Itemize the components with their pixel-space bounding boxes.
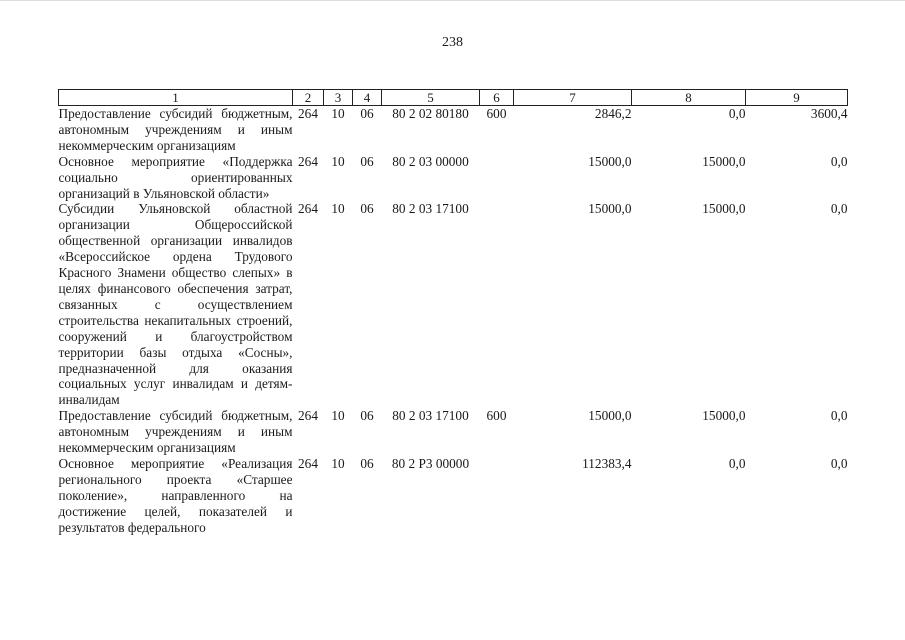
cell-amount-col7: 15000,0 [588,153,632,169]
header-col-1: 1 [59,90,293,106]
cell-subsection: 06 [360,106,374,121]
cell-amount-col9: 0,0 [830,455,848,471]
cell-target-article: 80 2 P3 00000 [391,455,470,471]
row-description: Субсидии Ульяновской областной организации Общероссийской общественной организации инвалидов «Всероссийское ордена Трудового Красного Знамени общество слепых» в целях финансового обеспечения затрат, связанных с осуществлением строительства некапитальных строений, сооружений и благоустройством территории базы отдыха «Сосны», предназначенной для оказания социальных услуг инвалидам и детям-инвалидам [58,201,293,408]
cell-target-article: 80 2 03 17100 [392,201,469,217]
cell-section: 10 [331,201,345,217]
header-col-8: 8 [632,90,746,106]
table-row [59,408,848,456]
scan-edge [0,0,905,1]
header-col-4: 4 [353,90,382,106]
cell-expense-type [480,201,514,408]
cell-amount-col7: 15000,0 [588,201,632,217]
row-description: Основное мероприятие «Реализация регионального проекта «Старшее поколение», направленного на достижение целей, показателей и результатов федерального [58,455,293,535]
header-col-3: 3 [324,90,353,106]
cell-section: 10 [331,455,345,471]
page-number: 238 [442,35,463,50]
cell-amount-col8: 15000,0 [702,408,746,424]
table-row [59,154,848,202]
cell-expense-type: 600 [486,106,507,121]
cell-subsection: 06 [360,455,374,471]
table-row [59,106,848,154]
cell-amount-col8: 0,0 [728,106,746,121]
budget-table [58,89,848,535]
header-col-5: 5 [382,90,480,106]
row-description: Предоставление субсидий бюджетным, автономным учреждениям и иным некоммерческим организациям [58,106,293,153]
cell-subsection: 06 [360,153,374,169]
cell-amount-col8: 0,0 [728,455,746,471]
header-col-2: 2 [293,90,324,106]
cell-expense-type [480,154,514,202]
cell-section: 10 [331,408,345,424]
cell-amount-col7: 2846,2 [594,106,632,121]
cell-subsection: 06 [360,408,374,424]
cell-ministry-code: 264 [298,455,318,471]
cell-amount-col9: 3600,4 [810,106,848,121]
cell-ministry-code: 264 [298,201,318,217]
cell-target-article: 80 2 03 00000 [392,153,469,169]
header-col-9: 9 [746,90,848,106]
header-col-7: 7 [514,90,632,106]
header-row [59,90,848,106]
cell-target-article: 80 2 02 80180 [392,106,469,121]
cell-amount-col9: 0,0 [830,153,848,169]
cell-amount-col8: 15000,0 [702,201,746,217]
cell-ministry-code: 264 [298,153,318,169]
header-col-6: 6 [480,90,514,106]
cell-section: 10 [331,153,345,169]
row-description: Предоставление субсидий бюджетным, автономным учреждениям и иным некоммерческим организациям [58,408,293,456]
cell-ministry-code: 264 [298,408,318,424]
cell-amount-col7: 112383,4 [582,455,632,471]
cell-amount-col8: 15000,0 [702,153,746,169]
cell-amount-col9: 0,0 [830,408,848,424]
cell-section: 10 [331,106,345,121]
cell-subsection: 06 [360,201,374,217]
row-description: Основное мероприятие «Поддержка социально ориентированных организаций в Ульяновской области» [58,153,293,201]
cell-ministry-code: 264 [298,106,318,121]
cell-amount-col7: 15000,0 [588,408,632,424]
cell-target-article: 80 2 03 17100 [392,408,469,424]
cell-amount-col9: 0,0 [830,201,848,217]
cell-expense-type [480,456,514,536]
table-row [59,201,848,408]
cell-expense-type: 600 [486,408,507,424]
table-row [59,456,848,536]
